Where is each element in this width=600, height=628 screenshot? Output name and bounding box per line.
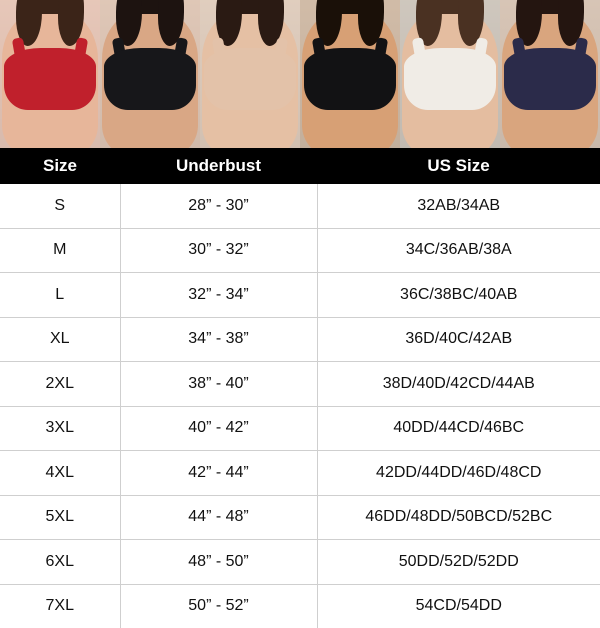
cell-us-size: 36D/40C/42AB	[317, 317, 600, 362]
table-header-row	[0, 148, 600, 184]
table-row	[0, 406, 600, 451]
cell-size: S	[0, 184, 120, 228]
cell-size: M	[0, 228, 120, 273]
garment	[104, 48, 196, 110]
table-row	[0, 273, 600, 318]
cell-underbust: 50” - 52”	[120, 584, 317, 628]
cell-us-size: 40DD/44CD/46BC	[317, 406, 600, 451]
garment	[4, 48, 96, 110]
cell-underbust: 28” - 30”	[120, 184, 317, 228]
cell-underbust: 34” - 38”	[120, 317, 317, 362]
garment	[504, 48, 596, 110]
table-row	[0, 451, 600, 496]
model-3	[200, 0, 300, 148]
table-row	[0, 584, 600, 628]
cell-us-size: 38D/40D/42CD/44AB	[317, 362, 600, 407]
cell-size: 4XL	[0, 451, 120, 496]
cell-underbust: 42” - 44”	[120, 451, 317, 496]
cell-underbust: 40” - 42”	[120, 406, 317, 451]
cell-size: 5XL	[0, 495, 120, 540]
model-1	[0, 0, 100, 148]
model-5	[400, 0, 500, 148]
column-header-size: Size	[0, 148, 120, 184]
cell-size: 2XL	[0, 362, 120, 407]
model-4	[300, 0, 400, 148]
cell-underbust: 44” - 48”	[120, 495, 317, 540]
cell-underbust: 38” - 40”	[120, 362, 317, 407]
cell-us-size: 46DD/48DD/50BCD/52BC	[317, 495, 600, 540]
garment	[404, 48, 496, 110]
cell-us-size: 54CD/54DD	[317, 584, 600, 628]
garment	[204, 48, 296, 110]
cell-size: 3XL	[0, 406, 120, 451]
size-chart-table	[0, 148, 600, 628]
model-6	[500, 0, 600, 148]
column-header-us-size: US Size	[317, 148, 600, 184]
table-row	[0, 540, 600, 585]
table-row	[0, 495, 600, 540]
model-photo-strip	[0, 0, 600, 148]
cell-size: XL	[0, 317, 120, 362]
cell-underbust: 30” - 32”	[120, 228, 317, 273]
cell-us-size: 50DD/52D/52DD	[317, 540, 600, 585]
cell-size: 7XL	[0, 584, 120, 628]
garment	[304, 48, 396, 110]
model-2	[100, 0, 200, 148]
cell-us-size: 34C/36AB/38A	[317, 228, 600, 273]
cell-size: L	[0, 273, 120, 318]
table-row	[0, 184, 600, 228]
cell-us-size: 36C/38BC/40AB	[317, 273, 600, 318]
table-row	[0, 362, 600, 407]
column-header-underbust: Underbust	[120, 148, 317, 184]
table-row	[0, 317, 600, 362]
cell-size: 6XL	[0, 540, 120, 585]
table-row	[0, 228, 600, 273]
cell-us-size: 32AB/34AB	[317, 184, 600, 228]
cell-underbust: 32” - 34”	[120, 273, 317, 318]
cell-underbust: 48” - 50”	[120, 540, 317, 585]
size-chart-container	[0, 148, 600, 628]
cell-us-size: 42DD/44DD/46D/48CD	[317, 451, 600, 496]
